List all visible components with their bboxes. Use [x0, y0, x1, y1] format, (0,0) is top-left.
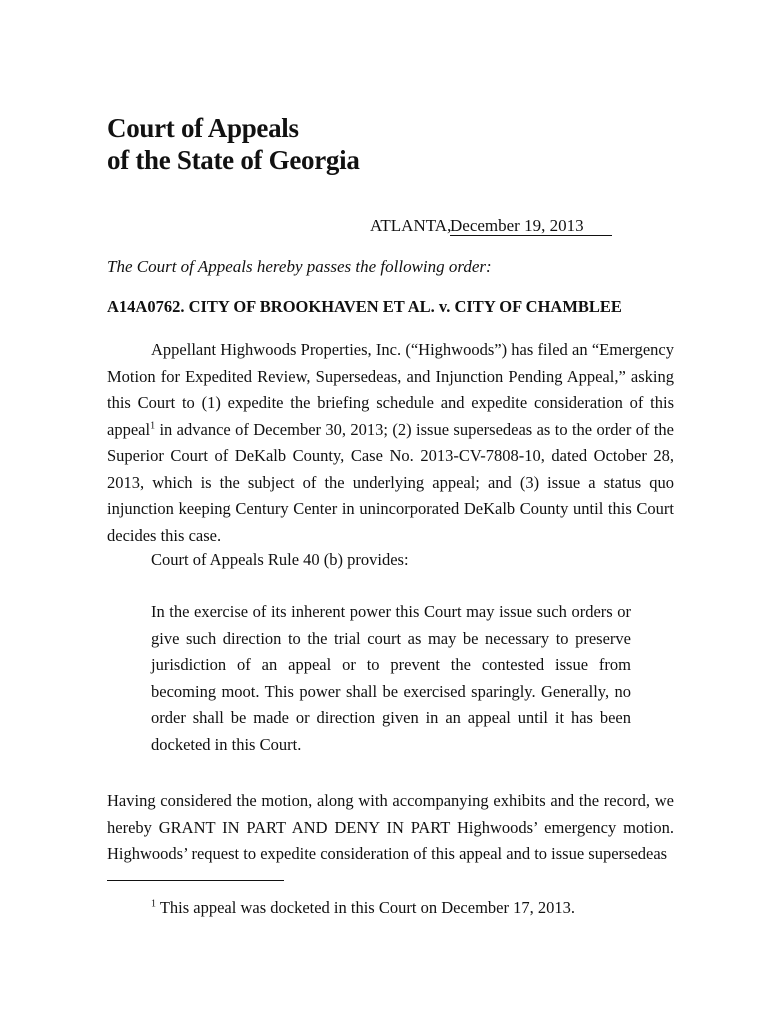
- footnote-text: This appeal was docketed in this Court on December 17, 2013.: [156, 898, 575, 917]
- order-preamble: The Court of Appeals hereby passes the following order:: [107, 257, 492, 276]
- dateline-date: December 19, 2013: [450, 216, 612, 236]
- paragraph-motion-summary: [107, 337, 674, 549]
- case-caption: A14A0762. CITY OF BROOKHAVEN ET AL. v. CITY OF CHAMBLEE: [107, 297, 622, 316]
- footnote: [151, 897, 575, 919]
- paragraph-ruling: Having considered the motion, along with accompanying exhibits and the record, we hereby GRANT IN PART AND DENY IN PART Highwoods’ emergency motion. Highwoods’ request to expedite consideration of this appeal and to issue supersedeas: [107, 791, 674, 863]
- dateline-city: ATLANTA,: [370, 216, 452, 235]
- court-title-line2: of the State of Georgia: [107, 145, 360, 175]
- footnote-marker: 1: [151, 898, 156, 910]
- dateline: [370, 214, 612, 238]
- rule-block-quote: In the exercise of its inherent power this Court may issue such orders or give such direction to the trial court as may be necessary to preserve jurisdiction of an appeal or to prevent the contested issue from becoming moot. This power shall be exercised sparingly. Generally, no order shall be made or direction given in an appeal until it has been docketed in this Court.: [151, 602, 631, 754]
- paragraph-motion-text-b: in advance of December 30, 2013; (2) issue supersedeas as to the order of the Superior Court of DeKalb County, Case No. 2013-CV-7808-10, dated October 28, 2013, which is the subject of the underlying appeal; and (3) issue a status quo injunction keeping Century Center in unincorporated DeKalb County until this Court decides this case.: [107, 419, 674, 545]
- paragraph-motion-text-a: Appellant Highwoods Properties, Inc. (“Highwoods”) has filed an “Emergency Motion for Expedited Review, Supersedeas, and Injunction Pending Appeal,” asking this Court to (1) expedite the briefing schedule and expedite consideration of this appeal: [107, 340, 674, 439]
- footnote-divider: [107, 880, 284, 881]
- paragraph-rule-intro: Court of Appeals Rule 40 (b) provides:: [151, 550, 409, 569]
- court-title: [107, 112, 360, 176]
- court-title-line1: Court of Appeals: [107, 113, 299, 143]
- footnote-reference: 1: [150, 420, 156, 431]
